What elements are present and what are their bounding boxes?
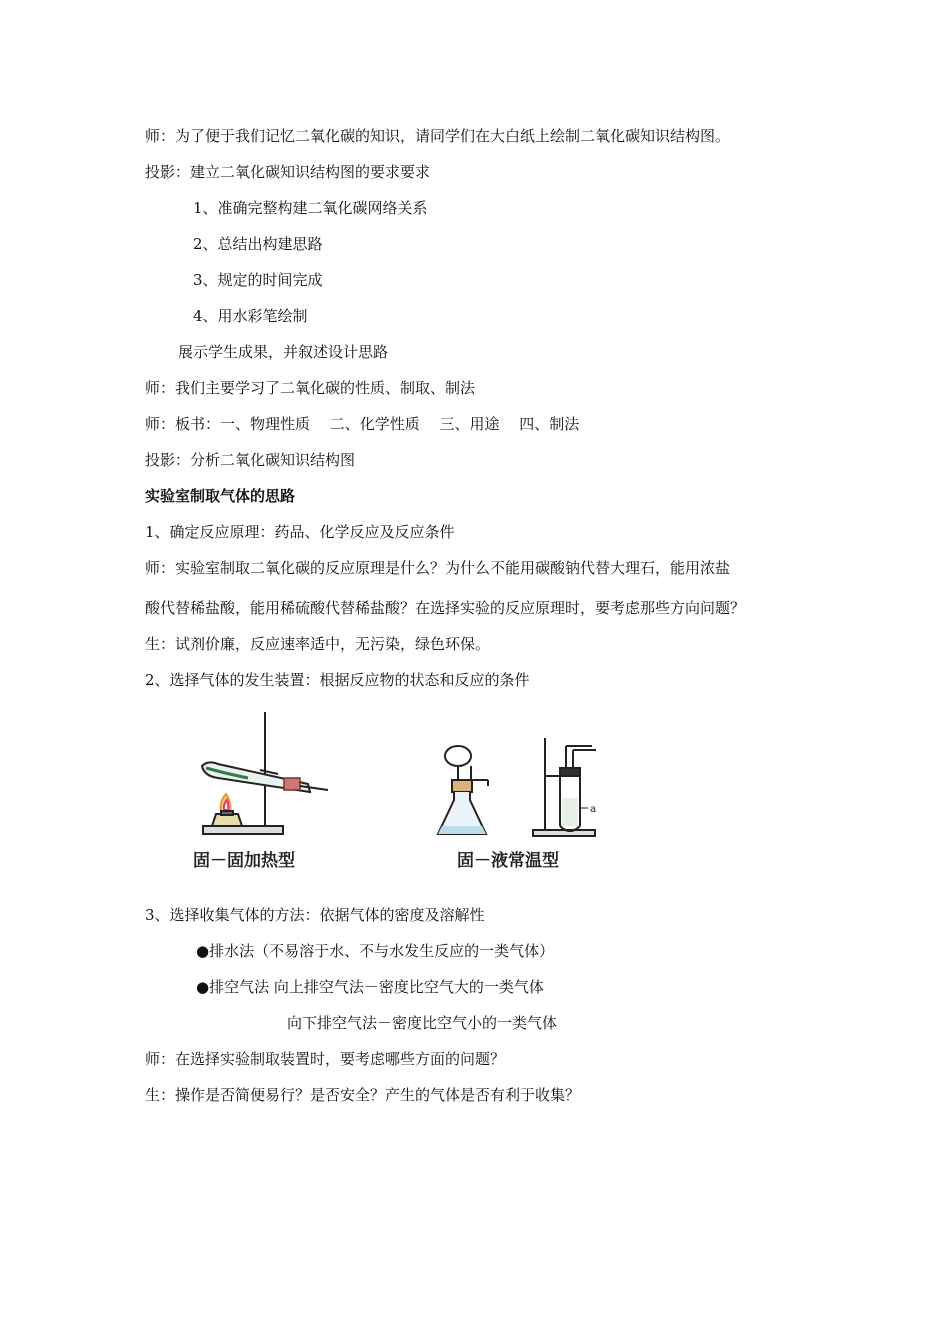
text-line: 3、选择收集气体的方法：依据气体的密度及溶解性 [145, 906, 485, 924]
list-item: ●排空气法 向上排空气法－密度比空气大的一类气体 [196, 978, 544, 996]
list-item: 3、规定的时间完成 [193, 271, 323, 289]
list-item: 2、总结出构建思路 [193, 235, 323, 253]
apparatus-figure [188, 708, 608, 873]
text-line: 生：试剂价廉，反应速率适中，无污染，绿色环保。 [145, 635, 491, 653]
test-tube-apparatus [533, 738, 596, 836]
text-line: 师：实验室制取二氧化碳的反应原理是什么？为什么不能用碳酸钠代替大理石，能用浓盐 [145, 559, 731, 577]
section-heading: 实验室制取气体的思路 [145, 487, 296, 505]
text-line: 师：在选择实验制取装置时，要考虑哪些方面的问题？ [145, 1050, 506, 1068]
text-line: 1、确定反应原理：药品、化学反应及反应条件 [145, 523, 455, 541]
heating-apparatus [202, 712, 328, 834]
list-item: 4、用水彩笔绘制 [193, 307, 308, 325]
caption-right: 固－液常温型 [457, 851, 559, 871]
text-line: 投影：分析二氧化碳知识结构图 [145, 451, 356, 469]
list-item: ●排水法（不易溶于水、不与水发生反应的一类气体） [196, 942, 555, 960]
text-line: 师：板书：一、物理性质 二、化学性质 三、用途 四、制法 [145, 415, 580, 433]
text-line: 展示学生成果，并叙述设计思路 [178, 343, 389, 361]
caption-left: 固－固加热型 [193, 851, 295, 871]
text-line: 生：操作是否简便易行？是否安全？产生的气体是否有利于收集？ [145, 1086, 581, 1104]
text-line: 酸代替稀盐酸，能用稀硫酸代替稀盐酸？在选择实验的反应原理时，要考虑那些方向问题？ [145, 599, 746, 617]
text-line: 师：我们主要学习了二氧化碳的性质、制取、制法 [145, 379, 476, 397]
label-a: a [590, 804, 597, 815]
flask-apparatus [438, 746, 488, 834]
list-item: 向下排空气法－密度比空气小的一类气体 [287, 1014, 558, 1032]
text-line: 投影：建立二氧化碳知识结构图的要求要求 [145, 163, 431, 181]
text-line: 师：为了便于我们记忆二氧化碳的知识，请同学们在大白纸上绘制二氧化碳知识结构图。 [145, 127, 731, 145]
list-item: 1、准确完整构建二氧化碳网络关系 [193, 199, 428, 217]
text-line: 2、选择气体的发生装置：根据反应物的状态和反应的条件 [145, 671, 530, 689]
